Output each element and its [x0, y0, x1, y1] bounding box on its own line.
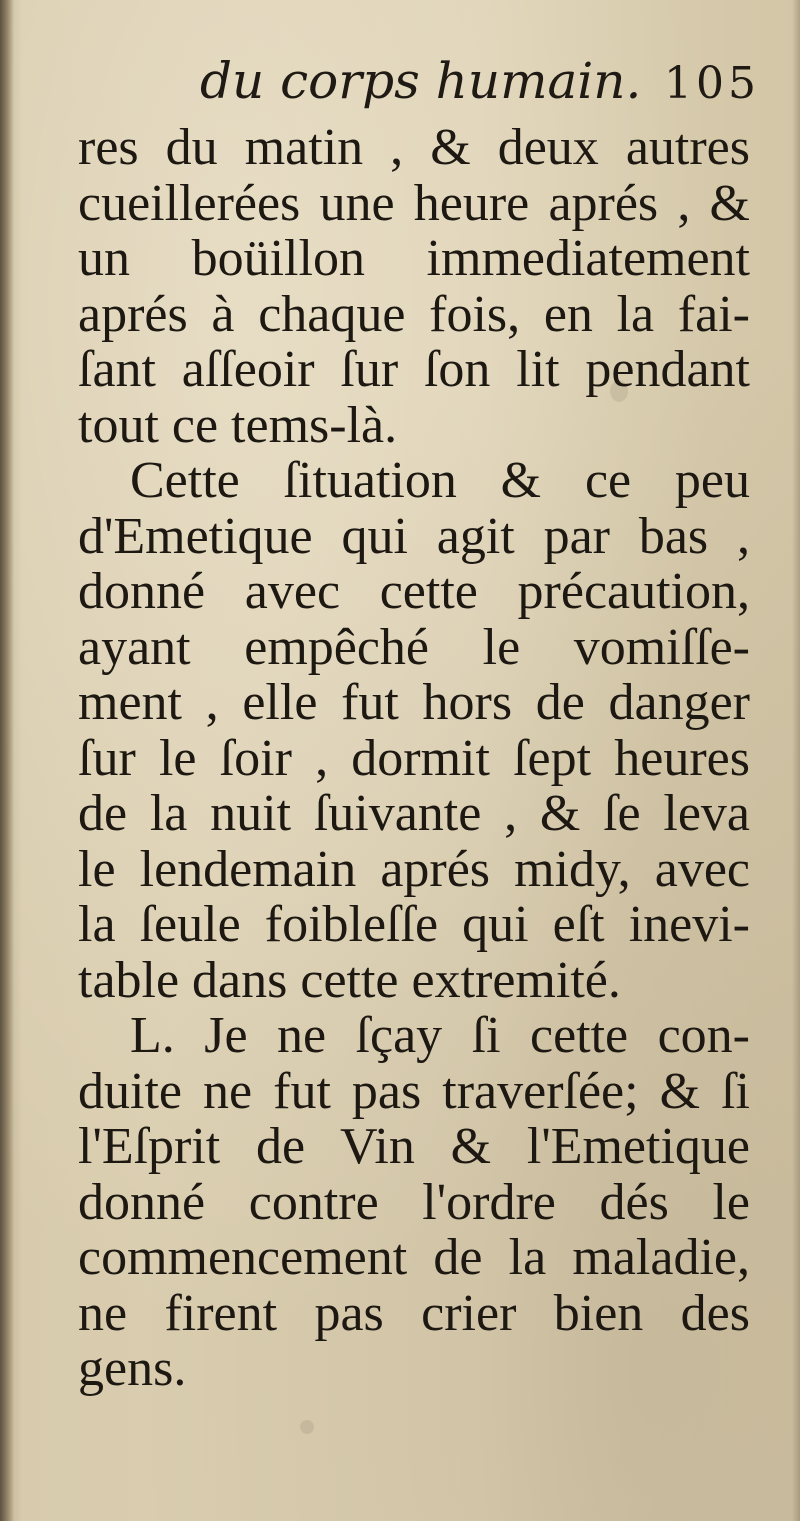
text-line: de la nuit ſuivante , & ſe leva: [78, 785, 750, 842]
text-line: tout ce tems-là.: [78, 396, 398, 454]
text-line: cueillerées une heure aprés , &: [78, 174, 750, 232]
text-line: la ſeule foibleſſe qui eſt inevi-: [78, 896, 750, 953]
text-line: L. Je ne ſçay ſi cette con-: [130, 1007, 750, 1064]
text-line: donné avec cette précaution,: [78, 563, 750, 620]
text-line: duite ne fut pas traverſée; & ſi: [78, 1062, 750, 1120]
text-line: aprés à chaque fois, en la fai-: [78, 285, 750, 343]
text-line: Cette ſituation & ce peu: [130, 452, 750, 509]
text-line: table dans cette extremité.: [78, 951, 621, 1009]
text-line: l'Eſprit de Vin & l'Emetique: [78, 1118, 750, 1175]
text-line: ayant empêché le vomiſſe-: [78, 618, 750, 676]
text-line: un boüillon immediatement: [78, 230, 750, 287]
paper-stain: [300, 1420, 314, 1434]
body-text: [78, 120, 750, 1397]
page-number: 105: [664, 58, 760, 109]
page-header: [200, 52, 760, 122]
text-line: ſant aſſeoir ſur ſon lit pendant: [78, 341, 750, 398]
text-line: gens.: [78, 1340, 187, 1397]
text-line: donné contre l'ordre dés le: [78, 1173, 750, 1231]
text-line: ment , elle fut hors de danger: [78, 674, 750, 731]
text-line: ſur le ſoir , dormit ſept heures: [78, 729, 750, 787]
running-title: du corps humain.: [200, 52, 642, 110]
text-line: le lendemain aprés midy, avec: [78, 840, 750, 898]
text-line: ne firent pas crier bien des: [78, 1284, 750, 1342]
text-line: res du matin , & deux autres: [78, 119, 750, 176]
text-line: commencement de la maladie,: [78, 1229, 750, 1286]
page-edge-shadow: [792, 0, 800, 1521]
text-line: d'Emetique qui agit par bas ,: [78, 507, 750, 565]
binding-shadow: [0, 0, 14, 1521]
